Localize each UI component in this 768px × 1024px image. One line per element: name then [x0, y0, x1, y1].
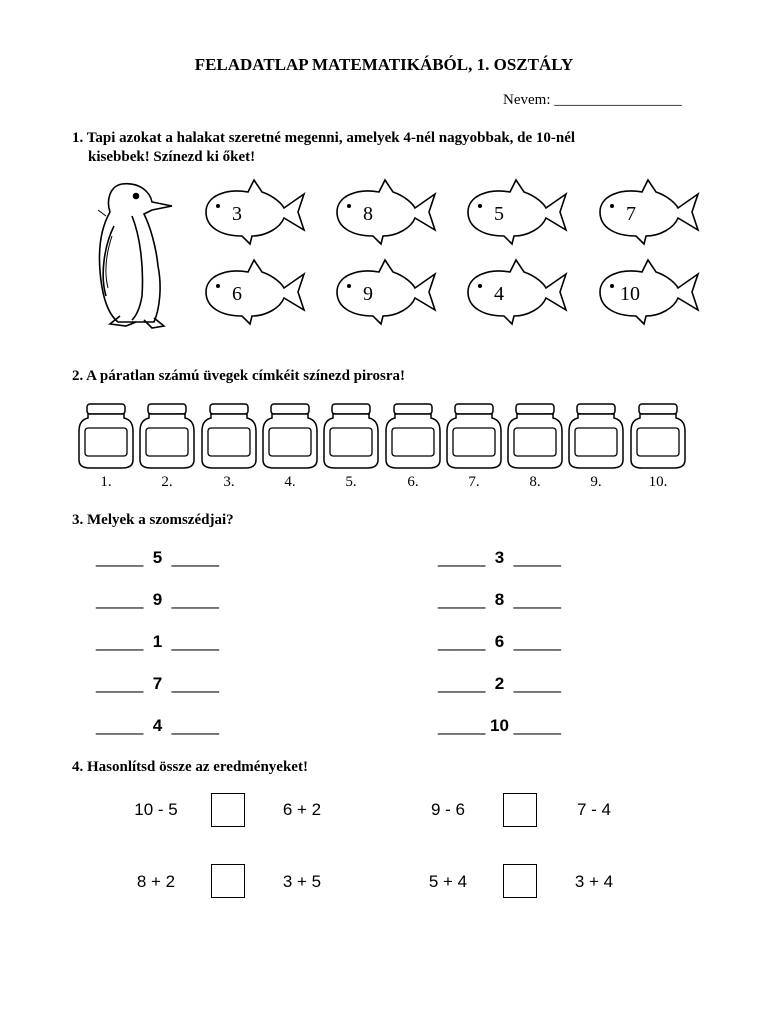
fish-item[interactable]	[323, 256, 441, 333]
jar-icon	[139, 402, 195, 470]
question-2-heading: 2. A páratlan számú üvegek címkéit színezd pirosra!	[72, 368, 406, 384]
neighbor-number: 5	[152, 548, 163, 567]
jar-icon	[507, 402, 563, 470]
jar-icon	[78, 402, 134, 470]
neighbor-number: 1	[152, 632, 163, 651]
compare-expression: 6 + 2	[282, 800, 322, 819]
neighbor-row[interactable]: _____ 6 _____	[438, 632, 561, 651]
jar-item[interactable]	[568, 402, 624, 475]
fish-number: 8	[363, 203, 373, 225]
fish-item[interactable]	[192, 176, 310, 253]
neighbor-number: 4	[152, 716, 163, 735]
neighbor-number: 10	[490, 716, 509, 735]
compare-expression: 9 - 6	[430, 800, 466, 819]
neighbor-row[interactable]: _____ 10 _____	[438, 716, 561, 735]
question-1-heading	[72, 129, 672, 167]
jar-label: 3.	[223, 474, 235, 490]
fish-number: 5	[494, 203, 504, 225]
question-4-heading: 4. Hasonlítsd össze az eredményeket!	[72, 759, 308, 775]
neighbor-row[interactable]: _____ 1 _____	[96, 632, 219, 651]
fish-item[interactable]	[454, 256, 572, 333]
jar-item[interactable]	[446, 402, 502, 475]
fish-number: 6	[232, 283, 242, 305]
fish-number: 10	[620, 283, 640, 305]
jar-item[interactable]	[262, 402, 318, 475]
jar-item[interactable]	[201, 402, 257, 475]
neighbor-number: 7	[152, 674, 163, 693]
jar-icon	[385, 402, 441, 470]
jar-label: 1.	[100, 474, 112, 490]
jar-item[interactable]	[507, 402, 563, 475]
neighbor-row[interactable]: _____ 8 _____	[438, 590, 561, 609]
compare-expression: 3 + 5	[282, 872, 322, 891]
fish-number: 7	[626, 203, 636, 225]
jar-label: 2.	[161, 474, 173, 490]
fish-item[interactable]	[192, 256, 310, 333]
fish-item[interactable]	[454, 176, 572, 253]
compare-expression: 3 + 4	[574, 872, 614, 891]
jar-label: 10.	[648, 474, 668, 490]
compare-expression: 8 + 2	[136, 872, 176, 891]
jar-label: 6.	[407, 474, 419, 490]
question-1-line1: 1. Tapi azokat a halakat szeretné megenni, amelyek 4-nél nagyobbak, de 10-nél	[72, 130, 576, 146]
jar-icon	[323, 402, 379, 470]
jar-icon	[201, 402, 257, 470]
jar-item[interactable]	[139, 402, 195, 475]
neighbor-number: 8	[494, 590, 505, 609]
jar-item[interactable]	[385, 402, 441, 475]
neighbor-number: 9	[152, 590, 163, 609]
neighbor-row[interactable]: _____ 3 _____	[438, 548, 561, 567]
fish-number: 3	[232, 203, 242, 225]
compare-expression: 5 + 4	[428, 872, 468, 891]
neighbor-row[interactable]: _____ 2 _____	[438, 674, 561, 693]
compare-answer-box[interactable]	[211, 793, 245, 827]
compare-answer-box[interactable]	[503, 864, 537, 898]
compare-expression: 10 - 5	[134, 800, 178, 819]
neighbor-row[interactable]: _____ 7 _____	[96, 674, 219, 693]
neighbor-row[interactable]: _____ 5 _____	[96, 548, 219, 567]
jar-label: 4.	[284, 474, 296, 490]
jar-icon	[568, 402, 624, 470]
page-title: FELADATLAP MATEMATIKÁBÓL, 1. OSZTÁLY	[194, 55, 574, 74]
neighbor-number: 3	[494, 548, 505, 567]
jar-icon	[630, 402, 686, 470]
fish-item[interactable]	[323, 176, 441, 253]
jar-label: 8.	[529, 474, 541, 490]
neighbor-number: 6	[494, 632, 505, 651]
jar-icon	[446, 402, 502, 470]
compare-answer-box[interactable]	[211, 864, 245, 898]
question-1-line2: kisebbek! Színezd ki őket!	[88, 149, 256, 165]
jar-label: 7.	[468, 474, 480, 490]
compare-answer-box[interactable]	[503, 793, 537, 827]
jar-icon	[262, 402, 318, 470]
fish-number: 9	[363, 283, 373, 305]
fish-number: 4	[494, 283, 504, 305]
compare-expression: 7 - 4	[576, 800, 612, 819]
neighbor-row[interactable]: _____ 9 _____	[96, 590, 219, 609]
name-field[interactable]: Nevem: _________________	[503, 92, 682, 108]
jar-label: 5.	[345, 474, 357, 490]
neighbor-number: 2	[494, 674, 505, 693]
jar-item[interactable]	[630, 402, 686, 475]
neighbor-row[interactable]: _____ 4 _____	[96, 716, 219, 735]
penguin-illustration	[92, 176, 178, 332]
jar-label: 9.	[590, 474, 602, 490]
fish-item[interactable]	[586, 176, 704, 253]
fish-item[interactable]	[586, 256, 704, 333]
jar-item[interactable]	[323, 402, 379, 475]
question-3-heading: 3. Melyek a szomszédjai?	[72, 512, 234, 528]
jar-item[interactable]	[78, 402, 134, 475]
